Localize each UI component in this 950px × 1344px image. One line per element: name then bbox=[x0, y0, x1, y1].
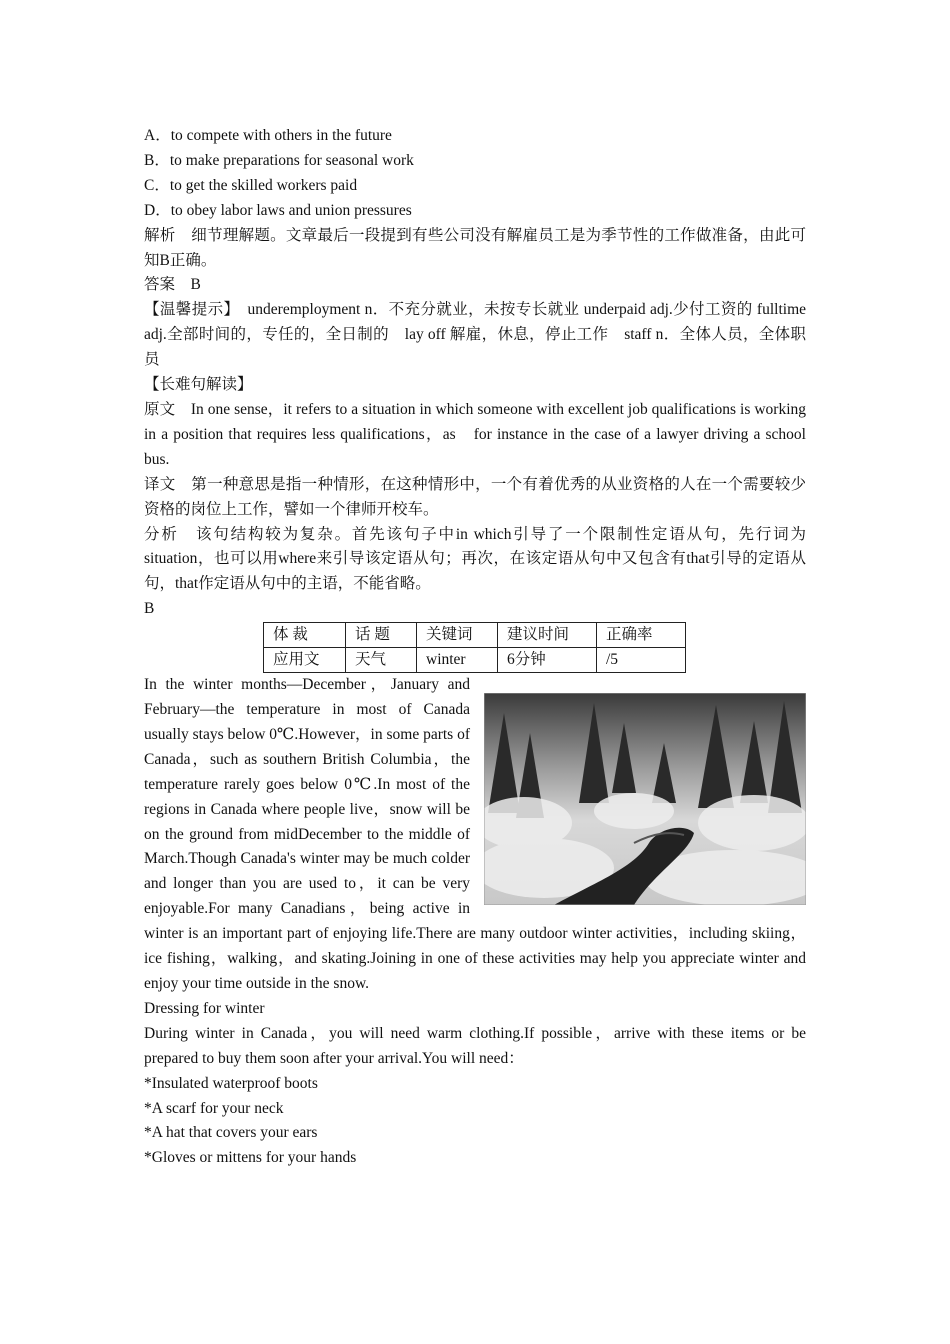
table-cell: 6分钟 bbox=[498, 648, 597, 673]
table-cell: 体 裁 bbox=[264, 623, 346, 648]
list-item: *Gloves or mittens for your hands bbox=[144, 1149, 357, 1167]
table-cell: /5 bbox=[597, 648, 686, 673]
dressing-heading: Dressing for winter bbox=[144, 999, 265, 1017]
option-b: B．to make preparations for seasonal work bbox=[144, 151, 414, 169]
table-cell: 话 题 bbox=[346, 623, 417, 648]
table-cell: 建议时间 bbox=[498, 623, 597, 648]
section-letter: B bbox=[144, 600, 155, 618]
original-sentence: 原文 In one sense，it refers to a situation in which someone with excellent job qualifications is working in a position that requires less qualifications，as for instance in the case of a lawyer driving a school bus. bbox=[144, 400, 806, 468]
sentence-analysis: 分析 该句结构较为复杂。首先该句子中in which引导了一个限制性定语从句，先行词为situation，也可以用where来引导该定语从句；再次，在该定语从句中又包含有that引导的定语从句，that作定语从句中的主语，不能省略。 bbox=[144, 525, 806, 593]
translation-paragraph: 译文 第一种意思是指一种情形，在这种情形中，一个有着优秀的从业资格的人在一个需要较少资格的岗位上工作，譬如一个律师开校车。 bbox=[144, 475, 806, 518]
long-sentence-heading: 【长难句解读】 bbox=[144, 376, 253, 394]
table-cell: winter bbox=[417, 648, 498, 673]
passage-info-table bbox=[263, 622, 686, 673]
table-cell: 应用文 bbox=[264, 648, 346, 673]
winter-landscape-photo bbox=[484, 693, 806, 905]
dressing-paragraph: During winter in Canada，you will need warm clothing.If possible，arrive with these items or be prepared to buy them soon after your arrival.You will need： bbox=[144, 1024, 806, 1067]
option-c: C．to get the skilled workers paid bbox=[144, 176, 358, 194]
table-cell: 关键词 bbox=[417, 623, 498, 648]
option-a: A．to compete with others in the future bbox=[144, 127, 392, 144]
snowy-forest-image bbox=[484, 693, 806, 905]
table-header-row bbox=[264, 623, 686, 648]
option-d: D．to obey labor laws and union pressures bbox=[144, 201, 412, 219]
list-item: *A hat that covers your ears bbox=[144, 1124, 318, 1142]
table-row bbox=[264, 648, 686, 673]
list-item: *A scarf for your neck bbox=[144, 1099, 284, 1117]
passage-intro: In the winter months—December，January and February—the temperature in most of Canada usually stays below 0℃.However，in some parts of Canada，such as southern British Columbia，the temperature rarely goes below 0℃.In most of the regions in Canada where people live，snow will be on the ground from midDecember to the middle of March.Though Canada's winter may be much colder and longer than you are used to，it can be very enjoyable.For many Canadians，being active in winter is an important part of enjoying life.There are many outdoor winter activities，including skiing，ice fishing，walking，and skating.Joining in one of these activities may help you appreciate winter and enjoy your time outside in the snow. bbox=[144, 676, 806, 992]
table-cell: 天气 bbox=[346, 648, 417, 673]
list-item: *Insulated waterproof boots bbox=[144, 1074, 318, 1092]
analysis-paragraph: 解析 细节理解题。文章最后一段提到有些公司没有解雇员工是为季节性的工作做准备，由此可知B正确。 bbox=[144, 226, 806, 269]
document-page bbox=[144, 124, 806, 1171]
answer-line: 答案 B bbox=[144, 276, 201, 294]
table-cell: 正确率 bbox=[597, 623, 686, 648]
vocabulary-tip: 【温馨提示】 underemployment n．不充分就业，未按专长就业 underpaid adj.少付工资的 fulltime adj.全部时间的，专任的，全日制的 lay off 解雇，休息，停止工作 staff n．全体人员，全体职员 bbox=[144, 301, 806, 369]
